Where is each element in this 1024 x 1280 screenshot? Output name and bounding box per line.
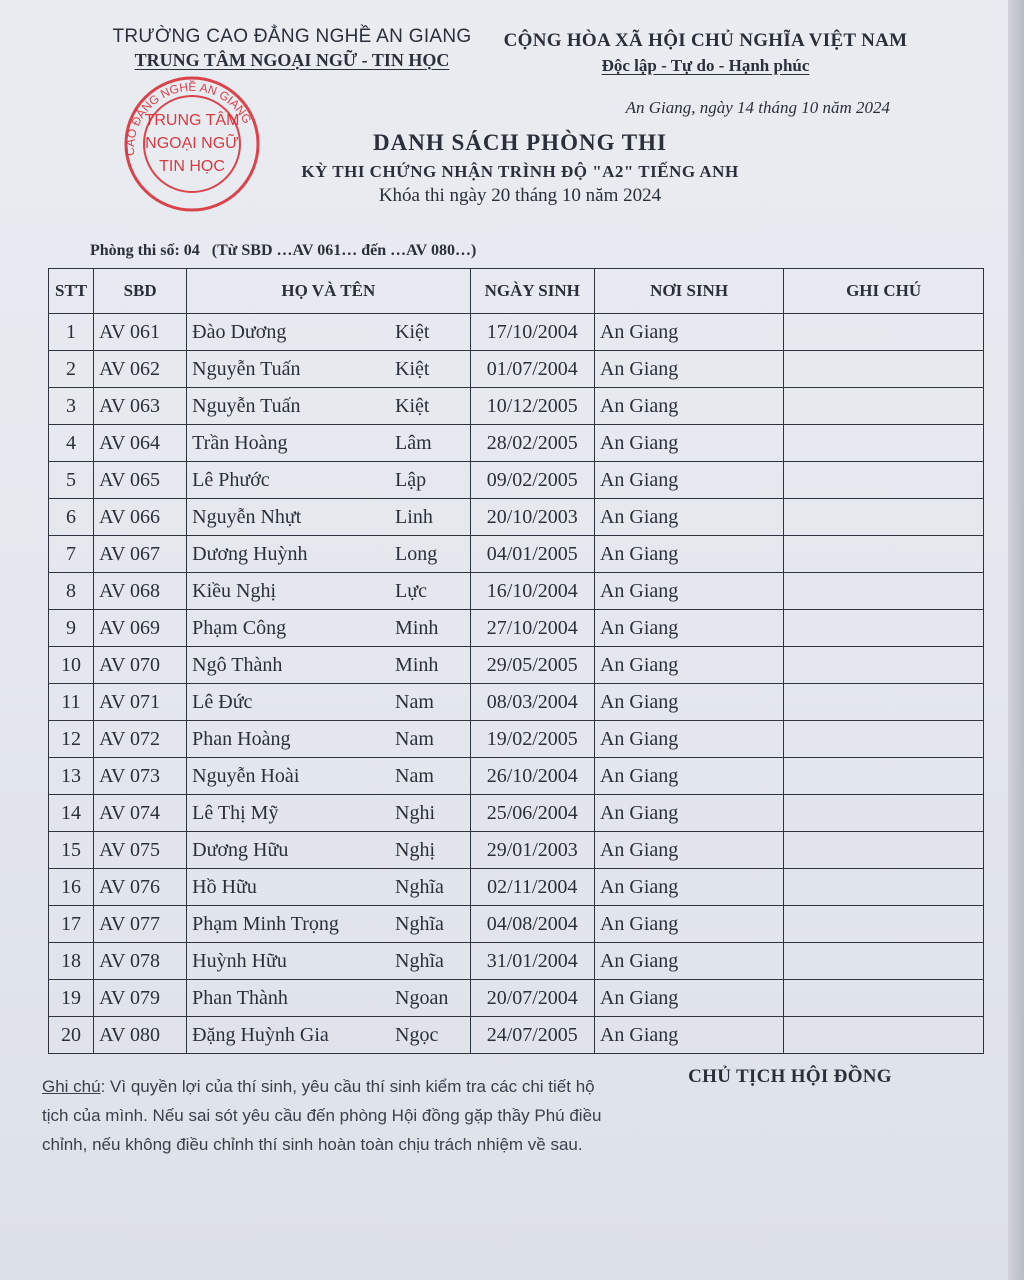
cell-stt: 5 (49, 462, 94, 499)
cell-family-name: Phan Thành (187, 980, 390, 1017)
cell-stt: 1 (49, 314, 94, 351)
note-label: Ghi chú (42, 1077, 101, 1096)
cell-note (784, 647, 984, 684)
table-row (49, 499, 984, 536)
cell-stt: 4 (49, 425, 94, 462)
school-name: TRƯỜNG CAO ĐẲNG NGHỀ AN GIANG (112, 26, 472, 47)
table-row (49, 647, 984, 684)
cell-sbd: AV 066 (94, 499, 187, 536)
official-stamp (112, 72, 272, 212)
cell-sbd: AV 064 (94, 425, 187, 462)
cell-stt: 13 (49, 758, 94, 795)
cell-family-name: Phạm Minh Trọng (187, 906, 390, 943)
table-row (49, 462, 984, 499)
document-title: DANH SÁCH PHÒNG THI (373, 130, 667, 155)
cell-pob: An Giang (594, 684, 783, 721)
cell-stt: 7 (49, 536, 94, 573)
cell-pob: An Giang (594, 314, 783, 351)
cell-note (784, 832, 984, 869)
cell-dob: 20/10/2003 (470, 499, 594, 536)
table-row (49, 684, 984, 721)
cell-stt: 17 (49, 906, 94, 943)
cell-dob: 20/07/2004 (470, 980, 594, 1017)
cell-dob: 16/10/2004 (470, 573, 594, 610)
national-motto: Độc lập - Tự do - Hạnh phúc (601, 56, 810, 75)
cell-stt: 11 (49, 684, 94, 721)
cell-dob: 29/01/2003 (470, 832, 594, 869)
table-row (49, 536, 984, 573)
table-row (49, 388, 984, 425)
cell-given-name: Nghĩa (390, 869, 470, 906)
council-chair-title: CHỦ TỊCH HỘI ĐỒNG (688, 1066, 892, 1087)
cell-stt: 9 (49, 610, 94, 647)
cell-pob: An Giang (594, 536, 783, 573)
cell-dob: 17/10/2004 (470, 314, 594, 351)
exam-room-line (90, 242, 476, 260)
table-row (49, 351, 984, 388)
cell-note (784, 573, 984, 610)
cell-dob: 19/02/2005 (470, 721, 594, 758)
cell-given-name: Nghĩa (390, 943, 470, 980)
cell-dob: 02/11/2004 (470, 869, 594, 906)
cell-sbd: AV 067 (94, 536, 187, 573)
room-number: Phòng thi số: 04 (90, 242, 200, 259)
issue-date: An Giang, ngày 14 tháng 10 năm 2024 (625, 98, 890, 117)
cell-family-name: Trần Hoàng (187, 425, 390, 462)
cell-family-name: Kiều Nghị (187, 573, 390, 610)
cell-given-name: Nam (390, 684, 470, 721)
cell-pob: An Giang (594, 610, 783, 647)
cell-family-name: Nguyễn Hoài (187, 758, 390, 795)
cell-sbd: AV 079 (94, 980, 187, 1017)
footer-note (42, 1072, 612, 1159)
cell-pob: An Giang (594, 795, 783, 832)
table-row (49, 573, 984, 610)
cell-note (784, 462, 984, 499)
cell-note (784, 425, 984, 462)
cell-note (784, 721, 984, 758)
table-row (49, 610, 984, 647)
cell-note (784, 351, 984, 388)
center-name: TRUNG TÂM NGOẠI NGỮ - TIN HỌC (134, 50, 450, 70)
cell-sbd: AV 062 (94, 351, 187, 388)
cell-sbd: AV 069 (94, 610, 187, 647)
cell-stt: 19 (49, 980, 94, 1017)
cell-family-name: Nguyễn Nhựt (187, 499, 390, 536)
col-sbd: SBD (94, 269, 187, 314)
cell-given-name: Kiệt (390, 314, 470, 351)
cell-given-name: Nghĩa (390, 906, 470, 943)
cell-pob: An Giang (594, 351, 783, 388)
cell-sbd: AV 074 (94, 795, 187, 832)
col-pob: NƠI SINH (594, 269, 783, 314)
table-row (49, 758, 984, 795)
stamp-line-2: NGOẠI NGỮ (145, 135, 239, 152)
cell-dob: 25/06/2004 (470, 795, 594, 832)
cell-note (784, 943, 984, 980)
note-text: : Vì quyền lợi của thí sinh, yêu cầu thí sinh kiểm tra các chi tiết hộ tịch của mình. Nếu sai sót yêu cầu đến phòng Hội đồng gặp thầy Phú điều chỉnh, nếu không điều chỉnh thí sinh hoàn toàn chịu trách nhiệm về sau. (42, 1077, 602, 1154)
cell-given-name: Kiệt (390, 388, 470, 425)
national-header (498, 30, 913, 76)
cell-note (784, 795, 984, 832)
cell-stt: 18 (49, 943, 94, 980)
cell-pob: An Giang (594, 1017, 783, 1054)
cell-family-name: Lê Phước (187, 462, 390, 499)
table-row (49, 980, 984, 1017)
table-row (49, 943, 984, 980)
cell-pob: An Giang (594, 943, 783, 980)
exam-name: KỲ THI CHỨNG NHẬN TRÌNH ĐỘ "A2" TIẾNG ANH (301, 162, 739, 181)
cell-note (784, 1017, 984, 1054)
col-name: HỌ VÀ TÊN (187, 269, 470, 314)
table-row (49, 425, 984, 462)
cell-dob: 08/03/2004 (470, 684, 594, 721)
cell-dob: 24/07/2005 (470, 1017, 594, 1054)
cell-pob: An Giang (594, 462, 783, 499)
candidate-table (48, 268, 984, 1054)
cell-dob: 04/08/2004 (470, 906, 594, 943)
cell-family-name: Đặng Huỳnh Gia (187, 1017, 390, 1054)
cell-sbd: AV 063 (94, 388, 187, 425)
cell-given-name: Nam (390, 758, 470, 795)
cell-given-name: Nghi (390, 795, 470, 832)
cell-note (784, 758, 984, 795)
cell-pob: An Giang (594, 499, 783, 536)
stamp-arc-text: CAO ĐẲNG NGHỀ AN GIANG (122, 79, 255, 157)
cell-stt: 10 (49, 647, 94, 684)
cell-stt: 20 (49, 1017, 94, 1054)
cell-sbd: AV 070 (94, 647, 187, 684)
cell-note (784, 906, 984, 943)
cell-stt: 12 (49, 721, 94, 758)
cell-family-name: Dương Huỳnh (187, 536, 390, 573)
col-note: GHI CHÚ (784, 269, 984, 314)
republic-title: CỘNG HÒA XÃ HỘI CHỦ NGHĨA VIỆT NAM (503, 30, 908, 51)
cell-given-name: Linh (390, 499, 470, 536)
cell-sbd: AV 078 (94, 943, 187, 980)
cell-sbd: AV 061 (94, 314, 187, 351)
cell-note (784, 499, 984, 536)
cell-pob: An Giang (594, 573, 783, 610)
cell-family-name: Ngô Thành (187, 647, 390, 684)
col-dob: NGÀY SINH (470, 269, 594, 314)
cell-stt: 2 (49, 351, 94, 388)
cell-stt: 8 (49, 573, 94, 610)
cell-pob: An Giang (594, 906, 783, 943)
cell-pob: An Giang (594, 425, 783, 462)
cell-dob: 27/10/2004 (470, 610, 594, 647)
sbd-range: (Từ SBD …AV 061… đến …AV 080…) (211, 242, 477, 259)
table-header-row (49, 269, 984, 314)
cell-given-name: Minh (390, 647, 470, 684)
table-row (49, 1017, 984, 1054)
stamp-line-3: TIN HỌC (159, 158, 225, 175)
cell-sbd: AV 073 (94, 758, 187, 795)
cell-dob: 04/01/2005 (470, 536, 594, 573)
cell-sbd: AV 075 (94, 832, 187, 869)
cell-sbd: AV 071 (94, 684, 187, 721)
cell-note (784, 610, 984, 647)
cell-family-name: Huỳnh Hữu (187, 943, 390, 980)
cell-note (784, 536, 984, 573)
cell-sbd: AV 077 (94, 906, 187, 943)
cell-note (784, 980, 984, 1017)
cell-given-name: Lực (390, 573, 470, 610)
table-row (49, 832, 984, 869)
cell-given-name: Ngoan (390, 980, 470, 1017)
cell-given-name: Minh (390, 610, 470, 647)
cell-given-name: Lâm (390, 425, 470, 462)
cell-dob: 28/02/2005 (470, 425, 594, 462)
cell-sbd: AV 072 (94, 721, 187, 758)
cell-pob: An Giang (594, 388, 783, 425)
cell-note (784, 684, 984, 721)
cell-dob: 31/01/2004 (470, 943, 594, 980)
document-title-block (250, 130, 790, 207)
cell-note (784, 869, 984, 906)
cell-family-name: Nguyễn Tuấn (187, 351, 390, 388)
exam-session: Khóa thi ngày 20 tháng 10 năm 2024 (378, 185, 662, 206)
cell-stt: 15 (49, 832, 94, 869)
table-row (49, 314, 984, 351)
cell-given-name: Kiệt (390, 351, 470, 388)
cell-stt: 6 (49, 499, 94, 536)
cell-family-name: Lê Đức (187, 684, 390, 721)
cell-sbd: AV 068 (94, 573, 187, 610)
cell-pob: An Giang (594, 721, 783, 758)
col-stt: STT (49, 269, 94, 314)
stamp-line-1: TRUNG TÂM (144, 112, 240, 129)
cell-given-name: Lập (390, 462, 470, 499)
cell-family-name: Dương Hữu (187, 832, 390, 869)
table-row (49, 869, 984, 906)
cell-dob: 01/07/2004 (470, 351, 594, 388)
issuer-block (112, 26, 472, 71)
cell-family-name: Phạm Công (187, 610, 390, 647)
cell-pob: An Giang (594, 869, 783, 906)
cell-given-name: Long (390, 536, 470, 573)
cell-stt: 14 (49, 795, 94, 832)
cell-stt: 3 (49, 388, 94, 425)
cell-dob: 29/05/2005 (470, 647, 594, 684)
cell-pob: An Giang (594, 647, 783, 684)
cell-sbd: AV 076 (94, 869, 187, 906)
cell-given-name: Nghị (390, 832, 470, 869)
cell-dob: 26/10/2004 (470, 758, 594, 795)
cell-family-name: Hồ Hữu (187, 869, 390, 906)
cell-family-name: Đào Dương (187, 314, 390, 351)
table-row (49, 721, 984, 758)
cell-given-name: Ngọc (390, 1017, 470, 1054)
cell-sbd: AV 080 (94, 1017, 187, 1054)
cell-sbd: AV 065 (94, 462, 187, 499)
cell-pob: An Giang (594, 980, 783, 1017)
page-edge (1008, 0, 1024, 1280)
cell-note (784, 388, 984, 425)
cell-dob: 09/02/2005 (470, 462, 594, 499)
cell-family-name: Lê Thị Mỹ (187, 795, 390, 832)
cell-family-name: Nguyễn Tuấn (187, 388, 390, 425)
cell-pob: An Giang (594, 832, 783, 869)
cell-pob: An Giang (594, 758, 783, 795)
cell-note (784, 314, 984, 351)
cell-dob: 10/12/2005 (470, 388, 594, 425)
table-row (49, 795, 984, 832)
cell-family-name: Phan Hoàng (187, 721, 390, 758)
table-row (49, 906, 984, 943)
cell-stt: 16 (49, 869, 94, 906)
cell-given-name: Nam (390, 721, 470, 758)
